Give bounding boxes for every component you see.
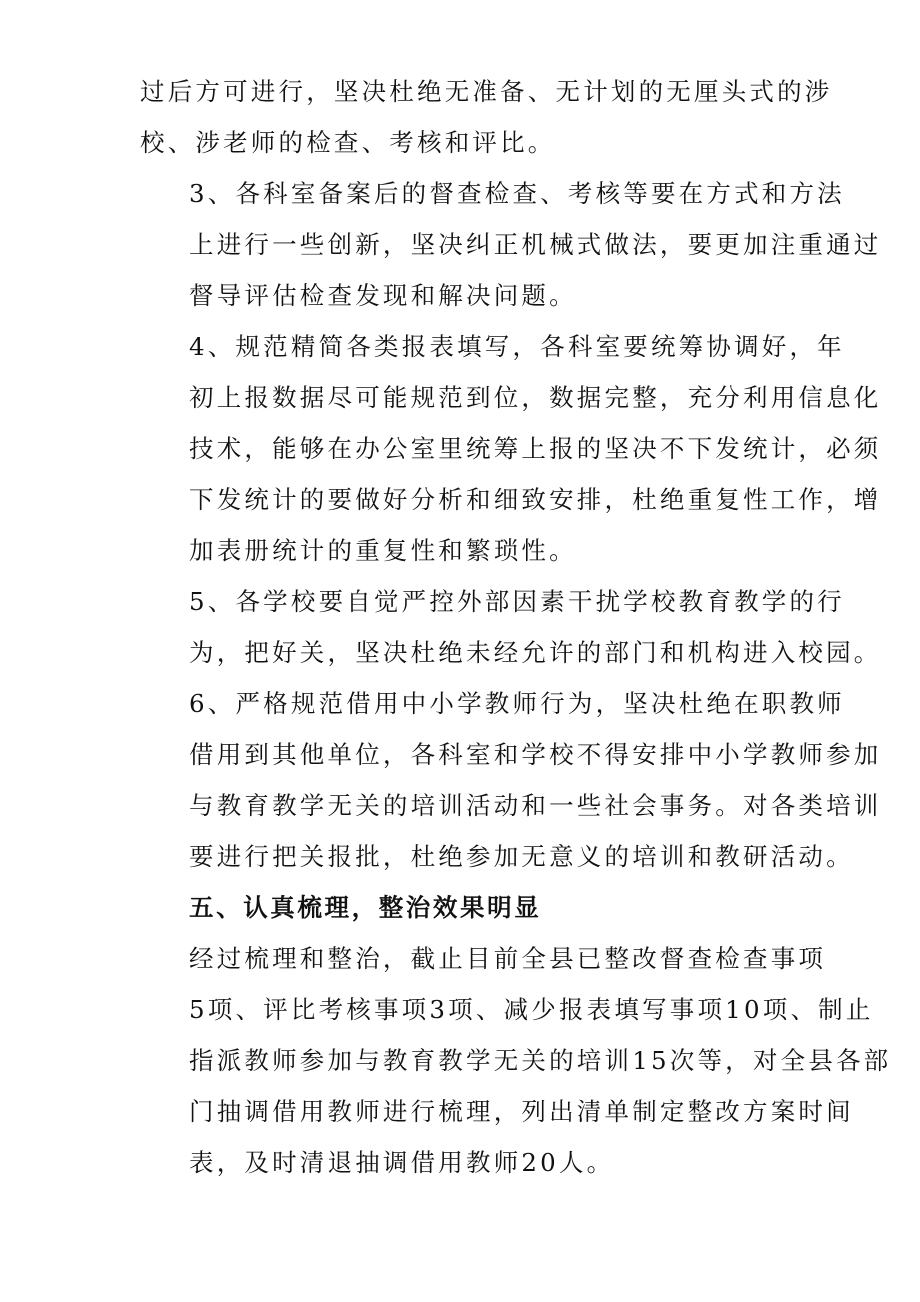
- paragraph: [140, 576, 882, 678]
- text-line: 3、各科室备案后的督查检查、考核等要在方式和方法: [189, 179, 845, 208]
- text-line: 为，把好关，坚决杜绝未经允许的部门和机构进入校园。: [189, 638, 882, 667]
- text-line: 4、规范精简各类报表填写，各科室要统筹协调好，年: [189, 332, 845, 361]
- text-line: 借用到其他单位，各科室和学校不得安排中小学教师参加: [189, 740, 882, 769]
- text-line: 督导评估检查发现和解决问题。: [189, 281, 577, 310]
- section-heading: [140, 882, 780, 933]
- text-line: 要进行把关报批，杜绝参加无意义的培训和教研活动。: [189, 842, 854, 871]
- text-line: 五、认真梳理，整治效果明显: [189, 893, 542, 922]
- text-line: 门抽调借用教师进行梳理，列出清单制定整改方案时间: [189, 1097, 854, 1126]
- paragraph: [140, 678, 882, 882]
- text-line: 上进行一些创新，坚决纠正机械式做法，要更加注重通过: [189, 230, 882, 259]
- text-line: 下发统计的要做好分析和细致安排，杜绝重复性工作，增: [189, 485, 882, 514]
- text-line: 5项、评比考核事项3项、减少报表填写事项10项、制止: [189, 995, 874, 1024]
- text-line: 6、严格规范借用中小学教师行为，坚决杜绝在职教师: [189, 689, 845, 718]
- paragraph: [140, 66, 833, 168]
- paragraph: [140, 321, 882, 576]
- text-line: 指派教师参加与教育教学无关的培训15次等，对全县各部: [189, 1046, 892, 1075]
- text-line: 与教育教学无关的培训活动和一些社会事务。对各类培训: [189, 791, 882, 820]
- text-line: 表，及时清退抽调借用教师20人。: [189, 1148, 615, 1177]
- text-line: 校、涉老师的检查、考核和评比。: [140, 128, 556, 157]
- paragraph: [140, 933, 892, 1188]
- text-line: 加表册统计的重复性和繁琐性。: [189, 536, 577, 565]
- text-line: 经过梳理和整治，截止目前全县已整改督查检查事项: [189, 944, 827, 973]
- text-line: 5、各学校要自觉严控外部因素干扰学校教育教学的行: [189, 587, 845, 616]
- paragraph: [140, 168, 882, 321]
- text-line: 技术，能够在办公室里统筹上报的坚决不下发统计，必须: [189, 434, 882, 463]
- text-line: 过后方可进行，坚决杜绝无准备、无计划的无厘头式的涉: [140, 77, 833, 106]
- text-line: 初上报数据尽可能规范到位，数据完整，充分利用信息化: [189, 383, 882, 412]
- document-body: [140, 66, 892, 1188]
